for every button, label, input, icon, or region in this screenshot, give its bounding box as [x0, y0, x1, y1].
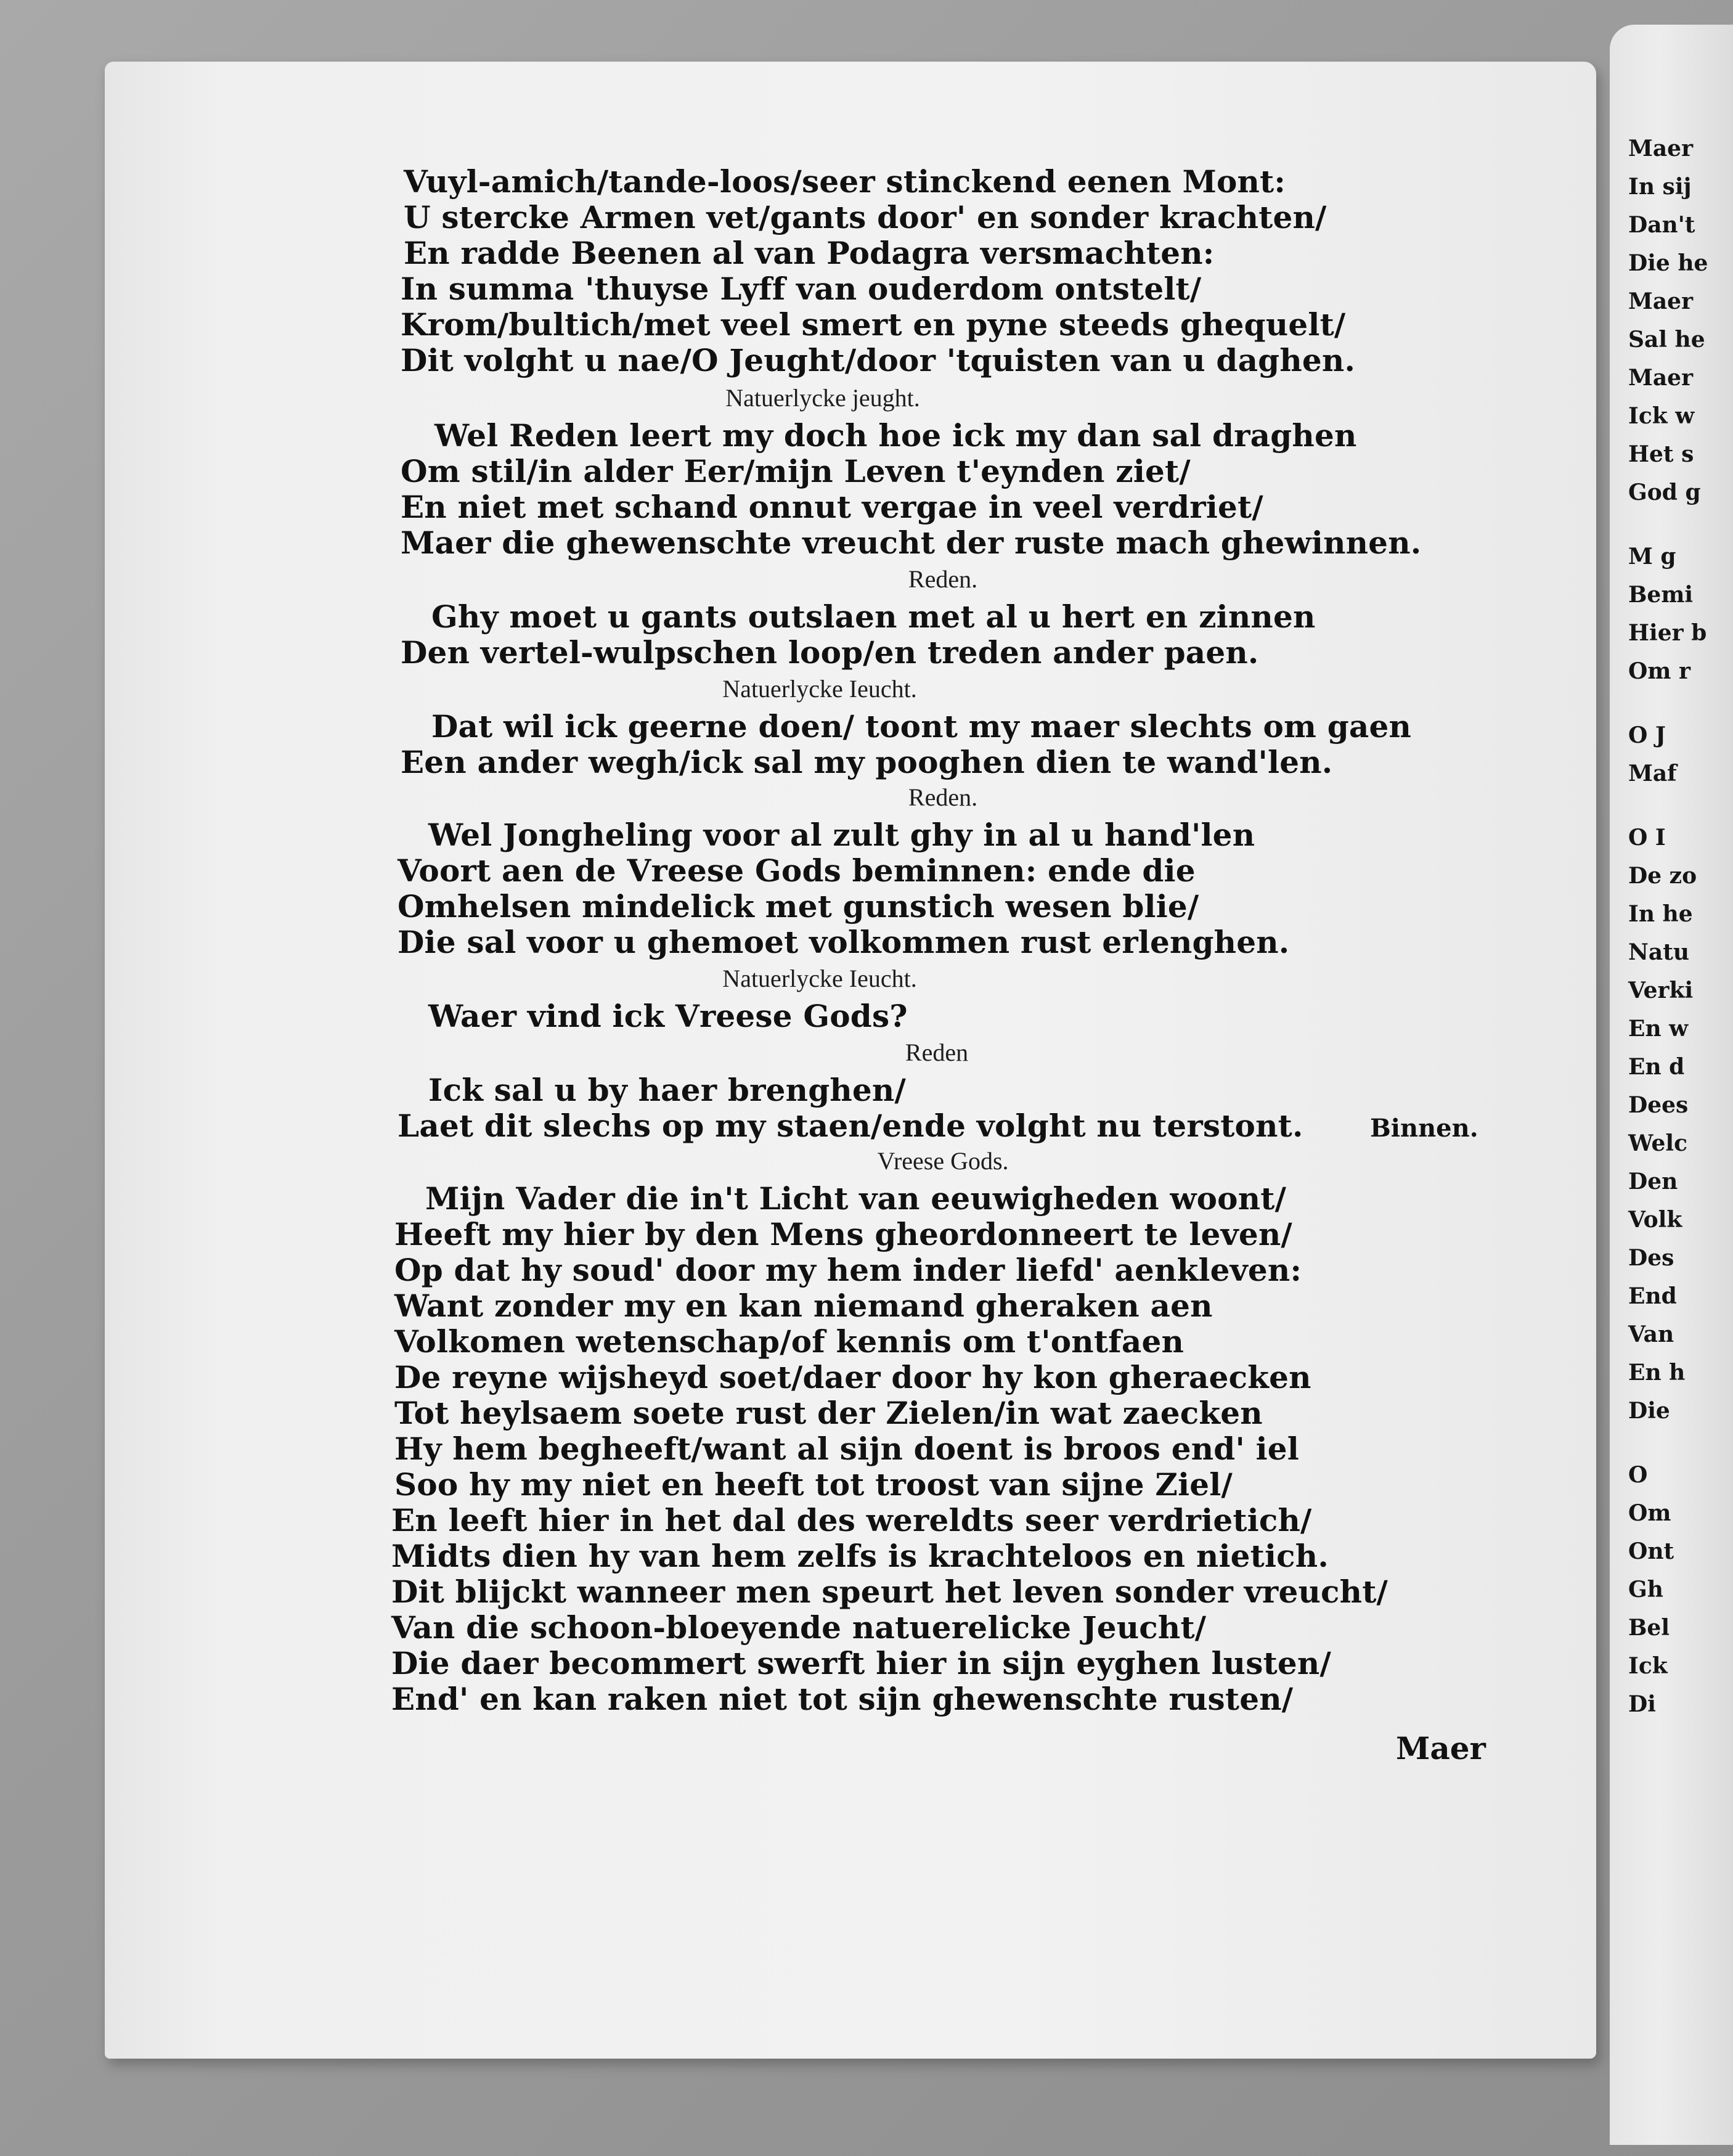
verse-line: Mijn Vader die in't Licht van eeuwigheden woont/	[425, 1180, 1287, 1217]
verse-line: Van die schoon-bloeyende natuerelicke Jeucht/	[391, 1609, 1207, 1646]
verse-line: In summa 'thuyse Lyff van ouderdom ontstelt/	[401, 271, 1202, 307]
verse-line: Wel Reden leert my doch hoe ick my dan sal draghen	[434, 417, 1357, 454]
speaker-heading: Reden.	[908, 565, 978, 593]
facing-page-word: O I	[1628, 825, 1666, 851]
facing-page-word: Om	[1628, 1500, 1671, 1526]
verse-line: Ick sal u by haer brenghen/	[428, 1072, 906, 1108]
verse-line: Maer die ghewenschte vreucht der ruste mach ghewinnen.	[401, 525, 1422, 561]
facing-page-word: En w	[1628, 1016, 1689, 1042]
facing-page-word: Dees	[1628, 1092, 1689, 1118]
facing-page-gap	[1628, 1430, 1715, 1456]
facing-page-word: M g	[1628, 544, 1676, 570]
verse-line: Waer vind ick Vreese Gods?	[428, 998, 908, 1034]
verse-line: U stercke Armen vet/gants door' en sonder krachten/	[404, 199, 1327, 235]
facing-page-text	[1628, 129, 1715, 2071]
facing-page-word: Volk	[1628, 1207, 1682, 1233]
speaker-heading: Vreese Gods.	[877, 1147, 1009, 1175]
verse-line: Om stil/in alder Eer/mijn Leven t'eynden ziet/	[401, 453, 1191, 489]
verse-line: Dit blijckt wanneer men speurt het leven sonder vreucht/	[391, 1574, 1388, 1610]
verse-line: Tot heylsaem soete rust der Zielen/in wat zaecken	[394, 1395, 1263, 1431]
speaker-heading: Natuerlycke Ieucht.	[722, 965, 917, 992]
verse-line: Die sal voor u ghemoet volkommen rust erlenghen.	[398, 924, 1290, 960]
facing-page-word: Hier b	[1628, 620, 1707, 646]
facing-page-word: De zo	[1628, 863, 1697, 889]
verse-line: En leeft hier in het dal des wereldts seer verdrietich/	[391, 1502, 1312, 1538]
facing-page-word: Verki	[1628, 978, 1694, 1003]
speaker-heading: Natuerlycke jeught.	[725, 384, 920, 412]
facing-page-word: In he	[1628, 901, 1693, 927]
verse-line: Ghy moet u gants outslaen met al u hert en zinnen	[431, 598, 1316, 635]
facing-page-word: En h	[1628, 1360, 1686, 1386]
verse-line: Krom/bultich/met veel smert en pyne steeds ghequelt/	[401, 306, 1346, 343]
facing-page-word: Om r	[1628, 658, 1690, 684]
speaker-heading: Natuerlycke Ieucht.	[722, 675, 917, 703]
speaker-heading: Reden	[905, 1039, 969, 1066]
verse-line: De reyne wijsheyd soet/daer door hy kon gheraecken	[394, 1359, 1311, 1395]
facing-page-word: O	[1628, 1462, 1648, 1488]
verse-text-block	[385, 163, 1519, 1963]
facing-page-word: O J	[1628, 722, 1666, 748]
facing-page-word: Die	[1628, 1398, 1670, 1424]
facing-page-word: Natu	[1628, 939, 1690, 965]
verse-line: Vuyl-amich/tande-loos/seer stinckend eenen Mont:	[404, 163, 1286, 200]
facing-page-word: Ont	[1628, 1538, 1674, 1564]
facing-page-word: Maf	[1628, 761, 1677, 786]
stage-direction: Binnen.	[1370, 1114, 1478, 1143]
facing-page-word: Maer	[1628, 288, 1694, 314]
facing-page-word: Den	[1628, 1169, 1678, 1194]
facing-page-word: Ick	[1628, 1653, 1668, 1679]
verse-line: Laet dit slechs op my staen/ende volght nu terstont.	[398, 1108, 1303, 1144]
facing-page-gap	[1628, 793, 1715, 819]
facing-page-word: Die he	[1628, 250, 1708, 276]
verse-line: Die daer becommert swerft hier in sijn eyghen lusten/	[391, 1645, 1331, 1681]
catchword: Maer	[1396, 1730, 1486, 1766]
facing-page-word: Maer	[1628, 136, 1694, 161]
facing-page-edge	[1610, 25, 1733, 2145]
facing-page-word: Bemi	[1628, 582, 1694, 608]
facing-page-word: God g	[1628, 480, 1701, 505]
verse-line: End' en kan raken niet tot sijn ghewenschte rusten/	[391, 1681, 1294, 1717]
facing-page-word: Gh	[1628, 1577, 1663, 1603]
facing-page-word: Bel	[1628, 1615, 1670, 1641]
verse-line: Omhelsen mindelick met gunstich wesen blie/	[398, 888, 1199, 925]
facing-page-gap	[1628, 690, 1715, 716]
verse-line: Een ander wegh/ick sal my pooghen dien te wand'len.	[401, 744, 1333, 780]
facing-page-word: Welc	[1628, 1130, 1687, 1156]
verse-line: Volkomen wetenschap/of kennis om t'ontfaen	[394, 1323, 1185, 1360]
verse-line: En radde Beenen al van Podagra versmachten:	[404, 235, 1215, 271]
verse-line: Soo hy my niet en heeft tot troost van sijne Ziel/	[394, 1466, 1233, 1503]
speaker-heading: Reden.	[908, 783, 978, 811]
verse-line: En niet met schand onnut vergae in veel verdriet/	[401, 489, 1263, 525]
facing-page-word: Di	[1628, 1691, 1656, 1717]
facing-page-word: Het s	[1628, 441, 1694, 467]
facing-page-word: Ick w	[1628, 403, 1695, 429]
facing-page-word: End	[1628, 1283, 1677, 1309]
verse-line: Heeft my hier by den Mens gheordonneert te leven/	[394, 1216, 1292, 1252]
facing-page-word: En d	[1628, 1054, 1685, 1080]
facing-page-word: Dan't	[1628, 212, 1695, 238]
facing-page-word: Van	[1628, 1321, 1674, 1347]
facing-page-gap	[1628, 512, 1715, 537]
facing-page-word: In sij	[1628, 174, 1692, 200]
facing-page-word: Maer	[1628, 365, 1694, 391]
verse-line: Wel Jongheling voor al zult ghy in al u hand'len	[428, 817, 1255, 853]
verse-line: Midts dien hy van hem zelfs is krachteloos en nietich.	[391, 1538, 1329, 1574]
facing-page-word: Des	[1628, 1245, 1674, 1271]
facing-page-word: Sal he	[1628, 327, 1705, 353]
verse-line: Voort aen de Vreese Gods beminnen: ende die	[398, 852, 1196, 889]
verse-line: Op dat hy soud' door my hem inder liefd' aenkleven:	[394, 1252, 1302, 1288]
verse-line: Want zonder my en kan niemand gheraken aen	[394, 1288, 1213, 1324]
verse-line: Den vertel-wulpschen loop/en treden ander paen.	[401, 634, 1259, 671]
verse-line: Dat wil ick geerne doen/ toont my maer slechts om gaen	[431, 708, 1412, 745]
verse-line: Hy hem begheeft/want al sijn doent is broos end' iel	[394, 1431, 1299, 1467]
verse-line: Dit volght u nae/O Jeught/door 'tquisten van u daghen.	[401, 342, 1356, 378]
